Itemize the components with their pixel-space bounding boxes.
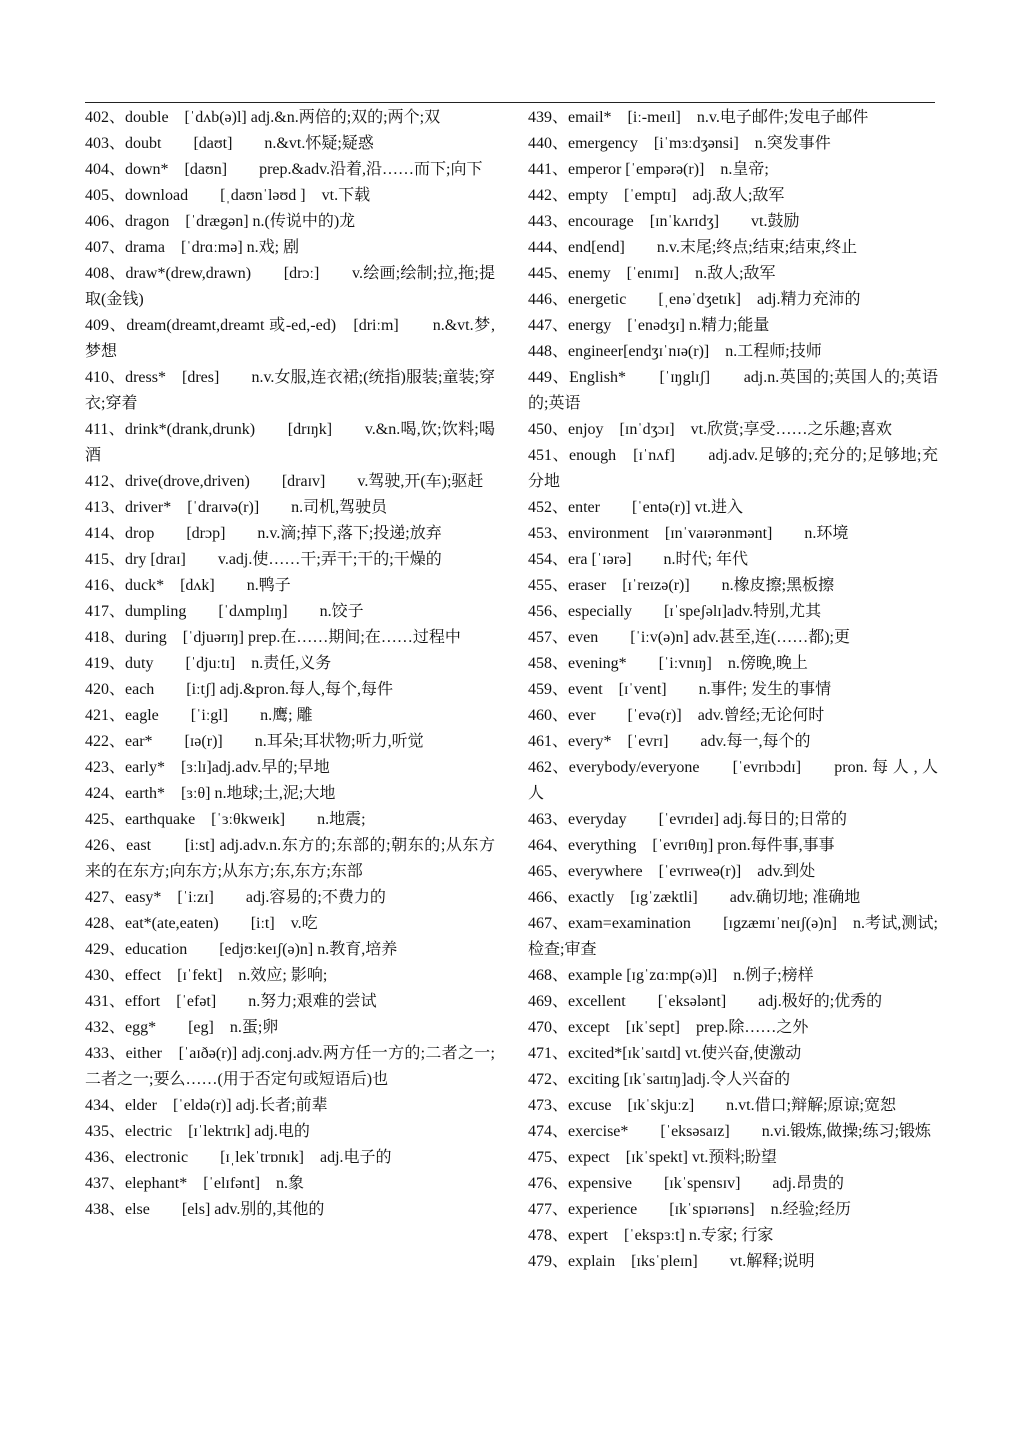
vocab-entry: 466、exactly [ɪgˈzæktli] adv.确切地; 准确地 — [528, 889, 861, 906]
vocab-entry: 423、early* [ɜːlɪ]adj.adv.早的;早地 — [85, 759, 330, 776]
vocab-entry: 436、electronic [ɪˌlekˈtrɒnɪk] adj.电子的 — [85, 1149, 392, 1166]
vocab-entry: 440、emergency [iˈmɜːdʒənsi] n.突发事件 — [528, 135, 831, 152]
vocab-entry: 434、elder [ˈeldə(r)] adj.长者;前辈 — [85, 1097, 328, 1114]
vocab-entry: 437、elephant* [ˈelɪfənt] n.象 — [85, 1175, 305, 1192]
vocab-entry: 414、drop [drɔp] n.v.滴;掉下,落下;投递;放弃 — [85, 525, 442, 542]
vocab-entry: 453、environment [ɪnˈvaɪərənmənt] n.环境 — [528, 525, 849, 542]
vocab-entry: 410、dress* [dres] n.v.女服,连衣裙;(统指)服装;童装;穿衣;穿着 — [85, 369, 495, 412]
vocab-entry: 455、eraser [ɪˈreɪzə(r)] n.橡皮擦;黑板擦 — [528, 577, 835, 594]
vocab-entry: 441、emperor [ˈempərə(r)] n.皇帝; — [528, 161, 769, 178]
vocab-entry: 403、doubt [daʊt] n.&vt.怀疑;疑惑 — [85, 135, 374, 152]
vocab-entry: 472、exciting [ɪkˈsaɪtɪŋ]adj.令人兴奋的 — [528, 1071, 791, 1088]
vocab-entry: 429、education [edjʊːkeɪʃ(ə)n] n.教育,培养 — [85, 941, 398, 958]
vocab-entry: 450、enjoy [ɪnˈdʒɔɪ] vt.欣赏;享受……之乐趣;喜欢 — [528, 421, 892, 438]
vocab-entry: 467、exam=examination [ɪgzæmɪˈneɪʃ(ə)n] n.考试,测试;检查;审查 — [528, 915, 938, 958]
vocab-entry: 405、download [ˌdaʊnˈləʊd ] vt.下载 — [85, 187, 371, 204]
vocab-entry: 421、eagle [ˈiːgl] n.鹰; 雕 — [85, 707, 313, 724]
vocab-entry: 454、era [ˈɪərə] n.时代; 年代 — [528, 551, 748, 568]
vocab-entry: 411、drink*(drank,drunk) [drɪŋk] v.&n.喝,饮;饮料;喝酒 — [85, 421, 495, 464]
vocab-entry: 461、every* [ˈevrɪ] adv.每一,每个的 — [528, 733, 811, 750]
vocab-entry: 452、enter [ˈentə(r)] vt.进入 — [528, 499, 744, 516]
vocab-entry: 428、eat*(ate,eaten) [iːt] v.吃 — [85, 915, 318, 932]
vocab-entry: 420、each [iːtʃ] adj.&pron.每人,每个,每件 — [85, 681, 393, 698]
vocab-entry: 424、earth* [ɜːθ] n.地球;土,泥;大地 — [85, 785, 336, 802]
vocab-entry: 413、driver* [ˈdraɪvə(r)] n.司机,驾驶员 — [85, 499, 388, 516]
vocab-entry: 447、energy [ˈenədʒɪ] n.精力;能量 — [528, 317, 770, 334]
vocab-entry: 415、dry [draɪ] v.adj.使……干;弄干;干的;干燥的 — [85, 551, 442, 568]
vocab-entry: 473、excuse [ɪkˈskjuːz] n.vt.借口;辩解;原谅;宽恕 — [528, 1097, 896, 1114]
vocab-entry: 430、effect [ɪˈfekt] n.效应; 影响; — [85, 967, 328, 984]
vocab-entry: 463、everyday [ˈevrɪdeɪ] adj.每日的;日常的 — [528, 811, 848, 828]
vocab-entry: 456、especially [ɪˈspeʃəlɪ]adv.特别,尤其 — [528, 603, 822, 620]
vocab-entry: 435、electric [ɪˈlektrɪk] adj.电的 — [85, 1123, 310, 1140]
vocab-entry: 408、draw*(drew,drawn) [drɔː] v.绘画;绘制;拉,拖;提取(金钱) — [85, 265, 495, 308]
vocab-entry: 409、dream(dreamt,dreamt 或-ed,-ed) [driːm] n.&vt.梦,梦想 — [85, 317, 495, 360]
vocab-entry: 442、empty [ˈemptɪ] adj.敌人;敌军 — [528, 187, 785, 204]
vocab-entry: 404、down* [daʊn] prep.&adv.沿着,沿……而下;向下 — [85, 161, 483, 178]
left-column — [85, 105, 495, 1223]
vocab-entry: 418、during [ˈdjuərɪŋ] prep.在……期间;在……过程中 — [85, 629, 461, 646]
vocab-entry: 478、expert [ˈekspɜːt] n.专家; 行家 — [528, 1227, 774, 1244]
vocab-entry: 439、email* [iː-meɪl] n.v.电子邮件;发电子邮件 — [528, 109, 869, 126]
vocab-entry: 425、earthquake [ˈɜːθkweɪk] n.地震; — [85, 811, 366, 828]
vocab-entry: 438、else [els] adv.别的,其他的 — [85, 1201, 325, 1218]
vocab-entry: 427、easy* [ˈiːzɪ] adj.容易的;不费力的 — [85, 889, 386, 906]
vocab-entry: 431、effort [ˈefət] n.努力;艰难的尝试 — [85, 993, 377, 1010]
vocab-entry: 448、engineer[endʒɪˈnɪə(r)] n.工程师;技师 — [528, 343, 822, 360]
vocab-entry: 443、encourage [ɪnˈkʌrɪdʒ] vt.鼓励 — [528, 213, 800, 230]
vocab-entry: 474、exercise* [ˈeksəsaɪz] n.vi.锻炼,做操;练习;锻炼 — [528, 1123, 932, 1140]
vocab-entry: 446、energetic [ˌenəˈdʒetɪk] adj.精力充沛的 — [528, 291, 861, 308]
vocab-entry: 469、excellent [ˈeksələnt] adj.极好的;优秀的 — [528, 993, 883, 1010]
vocab-entry: 416、duck* [dʌk] n.鸭子 — [85, 577, 291, 594]
vocab-entry: 417、dumpling [ˈdʌmplɪŋ] n.饺子 — [85, 603, 364, 620]
vocab-entry: 449、English* [ˈɪŋglɪʃ] adj.n.英国的;英国人的;英语的;英语 — [528, 369, 938, 412]
vocab-entry: 464、everything [ˈevrɪθɪŋ] pron.每件事,事事 — [528, 837, 835, 854]
vocab-entry: 465、everywhere [ˈevrɪweə(r)] adv.到处 — [528, 863, 816, 880]
vocab-entry: 444、end[end] n.v.末尾;终点;结束;结束,终止 — [528, 239, 858, 256]
vocab-entry: 402、double [ˈdʌb(ə)l] adj.&n.两倍的;双的;两个;双 — [85, 109, 441, 126]
vocab-entry: 460、ever [ˈevə(r)] adv.曾经;无论何时 — [528, 707, 825, 724]
vocab-entry: 457、even [ˈiːv(ə)n] adv.甚至,连(……都);更 — [528, 629, 851, 646]
vocab-entry: 470、except [ɪkˈsept] prep.除……之外 — [528, 1019, 809, 1036]
vocab-entry: 451、enough [ɪˈnʌf] adj.adv.足够的;充分的;足够地;充分地 — [528, 447, 938, 490]
vocab-entry: 459、event [ɪˈvent] n.事件; 发生的事情 — [528, 681, 832, 698]
vocab-entry: 432、egg* [eg] n.蛋;卵 — [85, 1019, 279, 1036]
vocab-entry: 407、drama [ˈdrɑːmə] n.戏; 剧 — [85, 239, 300, 256]
vocab-entry: 475、expect [ɪkˈspekt] vt.预料;盼望 — [528, 1149, 777, 1166]
vocab-entry: 468、example [ɪgˈzɑːmp(ə)l] n.例子;榜样 — [528, 967, 814, 984]
vocab-entry: 426、east [iːst] adj.adv.n.东方的;东部的;朝东的;从东方来的在东方;向东方;从东方;东,东方;东部 — [85, 837, 495, 880]
vocab-entry: 471、excited*[ɪkˈsaɪtd] vt.使兴奋,使激动 — [528, 1045, 802, 1062]
vocab-entry: 476、expensive [ɪkˈspensɪv] adj.昂贵的 — [528, 1175, 844, 1192]
vocab-entry: 462、everybody/everyone [ˈevrɪbɔdɪ] pron. 每 人 , 人人 — [528, 759, 938, 802]
vocab-entry: 445、enemy [ˈenɪmɪ] n.敌人;敌军 — [528, 265, 776, 282]
vocab-entry: 419、duty [ˈdjuːtɪ] n.责任,义务 — [85, 655, 332, 672]
vocab-entry: 458、evening* [ˈiːvnɪŋ] n.傍晚,晚上 — [528, 655, 808, 672]
vocab-entry: 479、explain [ɪksˈpleɪn] vt.解释;说明 — [528, 1253, 815, 1270]
right-column — [528, 105, 938, 1275]
vocab-entry: 422、ear* [ɪə(r)] n.耳朵;耳状物;听力,听觉 — [85, 733, 424, 750]
vocab-entry: 477、experience [ɪkˈspɪərɪəns] n.经验;经历 — [528, 1201, 852, 1218]
header-rule — [85, 102, 935, 103]
vocab-entry: 412、drive(drove,driven) [draɪv] v.驾驶,开(车);驱赶 — [85, 473, 484, 490]
vocab-entry: 433、either [ˈaɪðə(r)] adj.conj.adv.两方任一方的;二者之一;二者之一;要么……(用于否定句或短语后)也 — [85, 1045, 495, 1088]
vocab-entry: 406、dragon [ˈdrægən] n.(传说中的)龙 — [85, 213, 356, 230]
